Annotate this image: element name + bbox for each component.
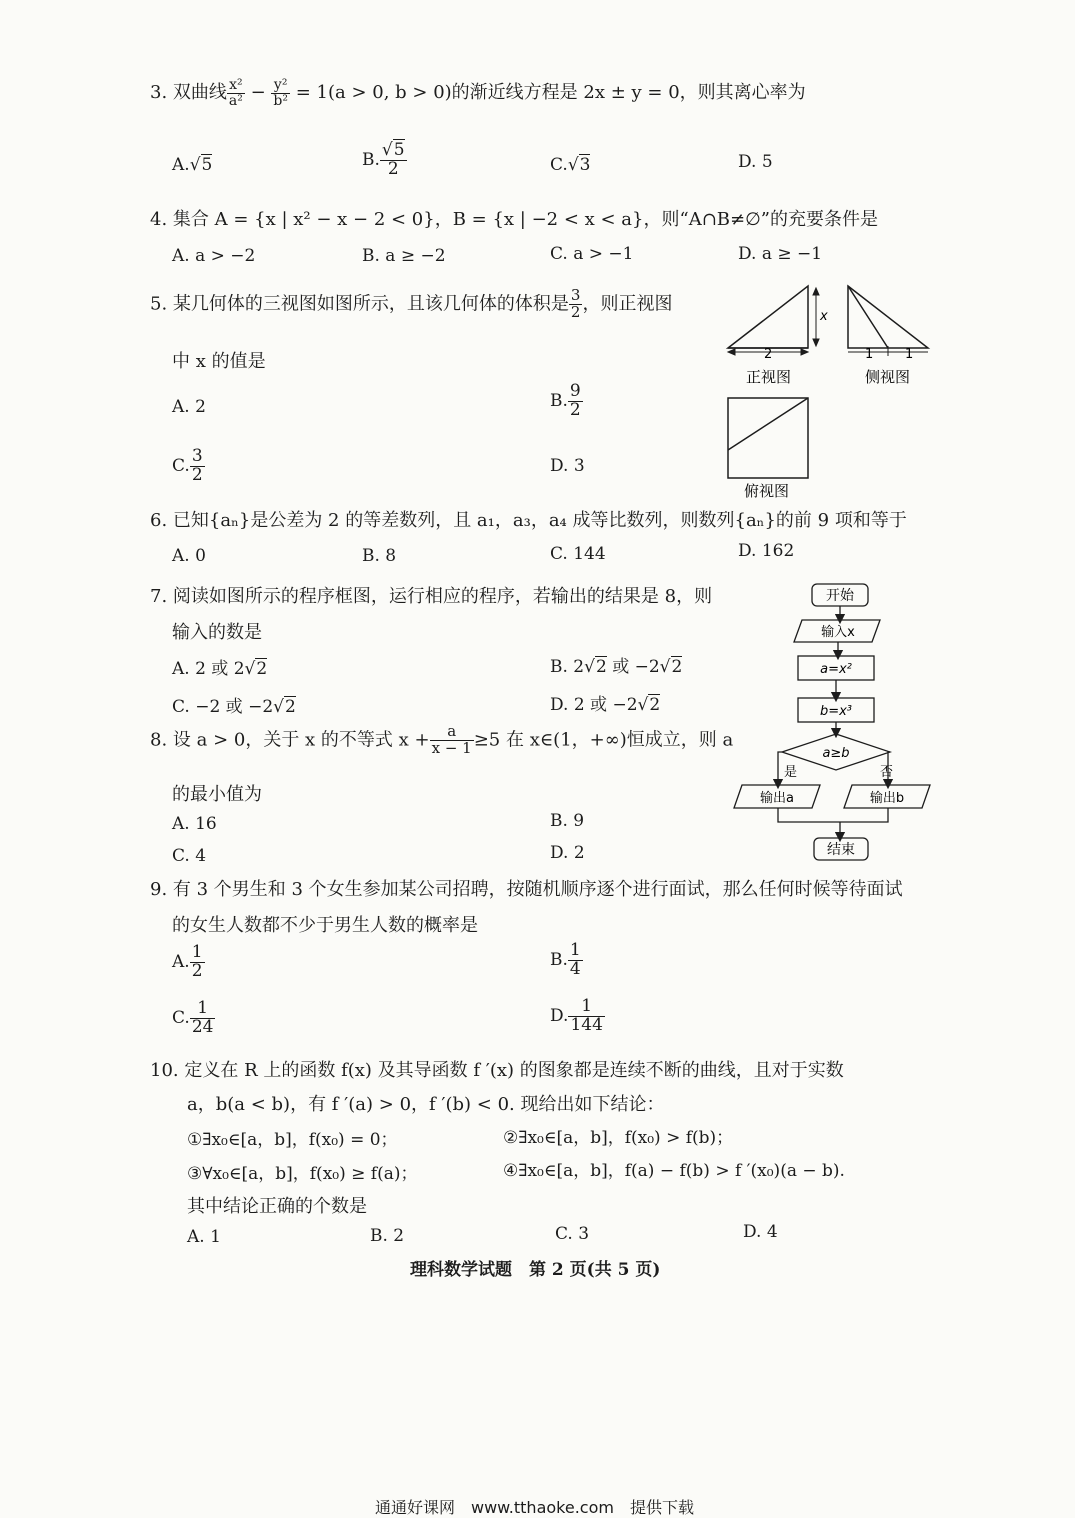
q8-option-d: D. 2 bbox=[550, 843, 585, 863]
q3-option-a: A.√5 bbox=[172, 155, 213, 175]
q9-option-d: D. $\frac{1}{144}$ bbox=[550, 996, 603, 1035]
flow-step1-text: a=x² bbox=[820, 662, 852, 677]
question-8-line1: 8. 设 a > 0，关于 x 的不等式 x + $\frac{a}{x - 1}$ ≥5 在 x∈(1，+∞)恒成立，则 a bbox=[150, 722, 734, 757]
question-10-line2: a，b(a < b)，有 f ′(a) > 0，f ′(b) < 0. 现给出如下结论： bbox=[187, 1094, 665, 1115]
q10-option-a: A. 1 bbox=[187, 1227, 221, 1247]
page-footer: 理科数学试题 第 2 页(共 5 页) bbox=[410, 1260, 661, 1280]
q10-option-c: C. 3 bbox=[555, 1224, 590, 1244]
dim-1b-label: 1 bbox=[905, 347, 914, 362]
question-7-line2: 输入的数是 bbox=[172, 622, 262, 643]
q5-option-b: B. $\frac{9}{2}$ bbox=[550, 381, 581, 420]
question-10-line1: 10. 定义在 R 上的函数 f(x) 及其导函数 f ′(x) 的图象都是连续不断的曲线，且对于实数 bbox=[150, 1060, 844, 1081]
question-4: 4. 集合 A = {x | x² − x − 2 < 0}，B = {x | −2 < x < a}，则“A∩B≠∅”的充要条件是 bbox=[150, 209, 878, 230]
flow-yes-label: 是 bbox=[784, 765, 798, 780]
q4-option-d: D. a ≥ −1 bbox=[738, 244, 823, 264]
q9-option-c: C. $\frac{1}{24}$ bbox=[172, 998, 214, 1037]
q8-option-a: A. 16 bbox=[172, 814, 217, 834]
q6-option-a: A. 0 bbox=[172, 546, 206, 566]
q4-option-a: A. a > −2 bbox=[172, 246, 256, 266]
q8-option-c: C. 4 bbox=[172, 846, 207, 866]
q6-option-b: B. 8 bbox=[362, 546, 397, 566]
q5-option-c: C. $\frac{3}{2}$ bbox=[172, 446, 203, 485]
front-view bbox=[728, 286, 808, 348]
q8-option-b: B. 9 bbox=[550, 811, 585, 831]
q10-option-b: B. 2 bbox=[370, 1226, 405, 1246]
front-view-label: 正视图 bbox=[746, 368, 792, 386]
q3-option-d: D. 5 bbox=[738, 152, 773, 172]
top-view-label: 俯视图 bbox=[744, 482, 790, 500]
q3-option-c: C.√3 bbox=[550, 155, 591, 175]
q10-conclusion-2: ②∃x₀∈[a，b]，f(x₀) > f(b)； bbox=[503, 1128, 734, 1148]
question-10-line5: 其中结论正确的个数是 bbox=[187, 1196, 367, 1217]
q4-option-c: C. a > −1 bbox=[550, 244, 634, 264]
dim-x-label: x bbox=[820, 309, 828, 324]
q5-option-d: D. 3 bbox=[550, 456, 585, 476]
q10-option-d: D. 4 bbox=[743, 1222, 778, 1242]
flow-step2-text: b=x³ bbox=[819, 704, 853, 719]
question-9-line2: 的女生人数都不少于男生人数的概率是 bbox=[172, 915, 478, 936]
q5-option-a: A. 2 bbox=[172, 397, 206, 417]
top-view bbox=[728, 398, 808, 478]
flow-output-b-text: 输出b bbox=[869, 791, 905, 806]
q10-conclusion-4: ④∃x₀∈[a，b]，f(a) − f(b) > f ′(x₀)(a − b). bbox=[503, 1161, 845, 1181]
question-5-line1: 5. 某几何体的三视图如图所示，且该几何体的体积是 $\frac{3}{2}$ ，则正视图 bbox=[150, 286, 673, 321]
q7-option-a: A. 2 或 2√2 bbox=[172, 659, 268, 679]
site-credit: 通通好课网 www.tthaoke.com 提供下载 bbox=[375, 1498, 694, 1517]
q4-option-b: B. a ≥ −2 bbox=[362, 246, 446, 266]
question-3: 3. 双曲线 $\frac{\text{x²}}{\text{a²}}$ − $\frac{\text{y²}}{\text{b²}}$ = 1(a > 0, b > 0)的渐近线方程是 2x ± y = 0，则其离心率为 bbox=[150, 77, 806, 109]
q10-conclusion-1: ①∃x₀∈[a，b]，f(x₀) = 0； bbox=[187, 1130, 398, 1150]
side-view bbox=[848, 286, 928, 348]
dim-x-arrow bbox=[813, 288, 819, 346]
q6-option-d: D. 162 bbox=[738, 541, 795, 561]
q7-option-c: C. −2 或 −2√2 bbox=[172, 697, 296, 717]
flow-input-text: 输入x bbox=[821, 625, 855, 640]
q7-option-d: D. 2 或 −2√2 bbox=[550, 695, 661, 715]
dim-2-label: 2 bbox=[764, 347, 773, 362]
q9-option-a: A. $\frac{1}{2}$ bbox=[172, 942, 203, 981]
three-view-figure bbox=[720, 280, 950, 500]
q10-conclusion-3: ③∀x₀∈[a，b]，f(x₀) ≥ f(a)； bbox=[187, 1164, 418, 1184]
question-6: 6. 已知{aₙ}是公差为 2 的等差数列，且 a₁，a₃，a₄ 成等比数列，则数列{aₙ}的前 9 项和等于 bbox=[150, 510, 907, 531]
dim-1a-label: 1 bbox=[865, 347, 874, 362]
side-view-label: 侧视图 bbox=[865, 368, 911, 386]
question-9-line1: 9. 有 3 个男生和 3 个女生参加某公司招聘，按随机顺序逐个进行面试，那么任何时候等待面试 bbox=[150, 879, 903, 900]
question-5-line2: 中 x 的值是 bbox=[172, 351, 266, 372]
q9-option-b: B. $\frac{1}{4}$ bbox=[550, 940, 581, 979]
question-8-line2: 的最小值为 bbox=[172, 784, 262, 805]
q7-option-b: B. 2√2 或 −2√2 bbox=[550, 657, 683, 677]
flow-start-text: 开始 bbox=[826, 588, 854, 604]
q3-option-b: B. $\frac{√5}{2}$ bbox=[362, 140, 405, 179]
flowchart bbox=[728, 580, 953, 865]
flow-end-text: 结束 bbox=[827, 842, 855, 858]
question-7-line1: 7. 阅读如图所示的程序框图，运行相应的程序，若输出的结果是 8，则 bbox=[150, 586, 713, 607]
q6-option-c: C. 144 bbox=[550, 544, 606, 564]
flow-condition-text: a≥b bbox=[822, 746, 850, 761]
flow-no-label: 否 bbox=[880, 765, 894, 780]
flow-output-a-text: 输出a bbox=[760, 791, 794, 806]
